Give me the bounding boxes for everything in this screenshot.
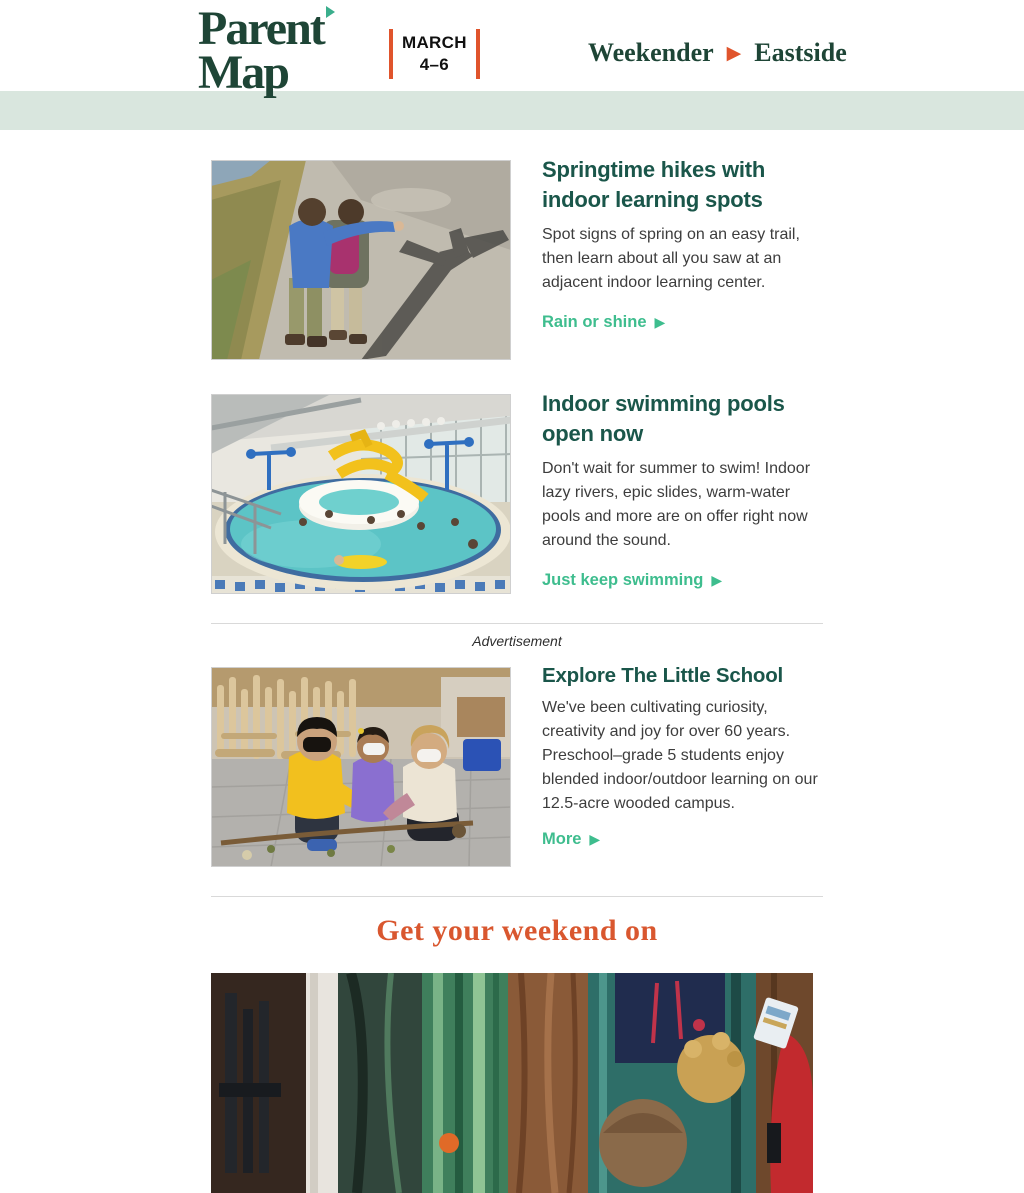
green-mural — [422, 973, 508, 1193]
date-badge-right-bar — [476, 29, 480, 79]
article-springtime-hikes — [211, 155, 823, 360]
date-days: 4–6 — [419, 55, 450, 75]
pool-illustration — [211, 394, 511, 594]
header-mint-band — [0, 91, 1024, 130]
article-image-trail[interactable] — [211, 160, 511, 360]
logo-line2: Map — [198, 46, 288, 100]
article-title[interactable]: Indoor swimming pools open now — [542, 391, 785, 447]
ad-title[interactable]: Explore The Little School — [542, 664, 784, 687]
link-arrow-icon: ▶ — [711, 572, 723, 589]
masthead-arrow-icon: ▶ — [726, 41, 742, 64]
masthead — [588, 38, 847, 68]
tree-trunk — [508, 973, 588, 1193]
trail-illustration — [211, 160, 511, 360]
date-month: MARCH — [402, 33, 467, 52]
link-arrow-icon: ▶ — [589, 831, 601, 848]
article-link-rain-or-shine[interactable]: Rain or shine ▶ — [542, 313, 666, 332]
article-title[interactable]: Springtime hikes with indoor learning spots — [542, 157, 766, 213]
school-illustration — [211, 667, 511, 867]
parentmap-logo[interactable] — [198, 2, 335, 100]
blue-bin — [463, 739, 501, 771]
weekend-feature-image[interactable] — [211, 973, 813, 1193]
divider — [211, 623, 823, 624]
date-badge — [389, 29, 480, 79]
dark-chair — [211, 973, 306, 1193]
article-image-pool[interactable] — [211, 394, 511, 594]
article-indoor-pools — [211, 389, 823, 594]
ad-little-school — [211, 662, 823, 867]
ad-image-school[interactable] — [211, 667, 511, 867]
article-body: Don't wait for summer to swim! Indoor lazy rivers, epic slides, warm-water pools and more are on offer right now around the sound. — [542, 460, 811, 550]
divider — [211, 896, 823, 897]
newsletter-body — [211, 155, 823, 1193]
masthead-region: Eastside — [754, 38, 847, 67]
logo-line1: Parent — [198, 2, 324, 55]
article-link-just-keep-swimming[interactable]: Just keep swimming ▶ — [542, 571, 723, 590]
advertisement-label: Advertisement — [472, 633, 562, 649]
weekend-illustration — [211, 973, 813, 1193]
masthead-edition: Weekender — [588, 38, 714, 67]
article-body: Spot signs of spring on an easy trail, then learn about all you saw at an adjacent indoor learning center. — [542, 226, 800, 292]
visitor-with-map — [753, 973, 813, 1193]
link-arrow-icon: ▶ — [654, 314, 666, 331]
ad-body: We've been cultivating curiosity, creativity and joy for over 60 years. Preschool–grade 5 students enjoy blended indoor/outdoor learning on our 12.5-acre wooded campus. — [542, 699, 818, 813]
ad-link-more[interactable]: More ▶ — [542, 830, 601, 849]
section-heading: Get your weekend on — [376, 914, 658, 947]
logo-pointer-icon — [326, 6, 335, 18]
